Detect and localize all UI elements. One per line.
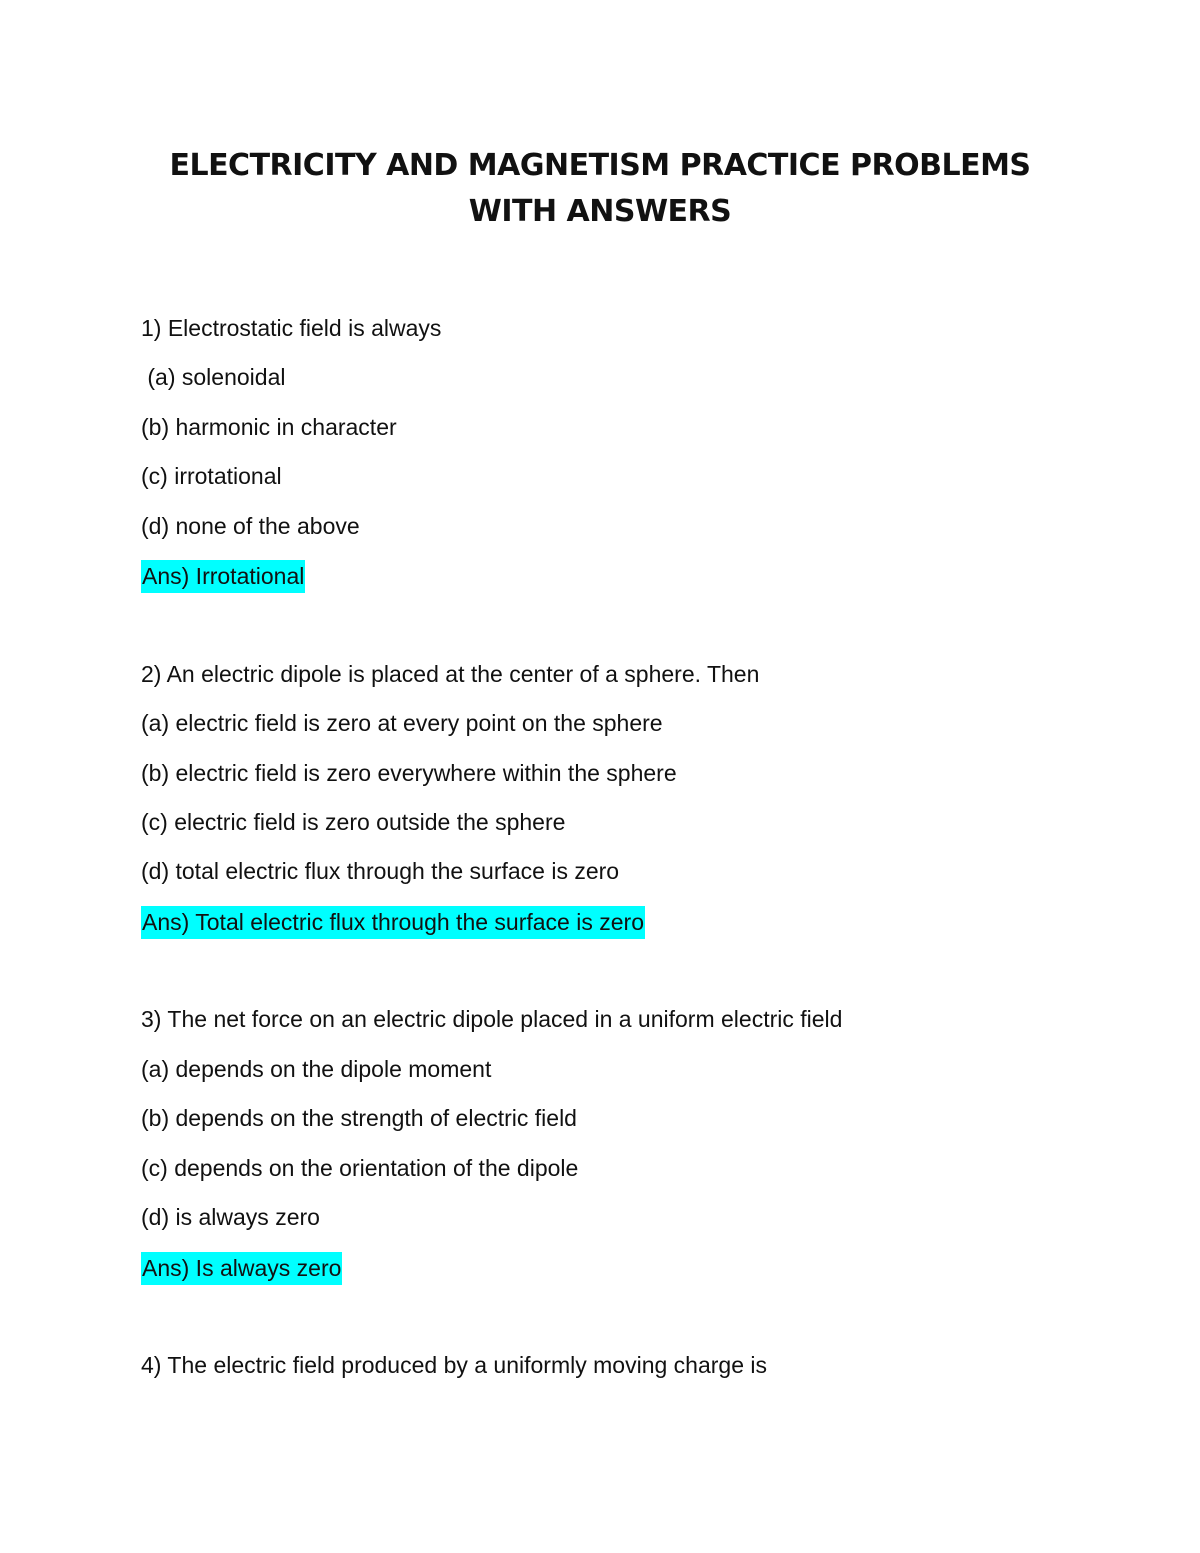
question-text: 1) Electrostatic field is always	[141, 315, 442, 341]
question-text: 3) The net force on an electric dipole placed in a uniform electric field	[141, 1006, 843, 1033]
option-d: (d) total electric flux through the surface is zero	[141, 858, 620, 885]
document-title	[0, 143, 1200, 235]
option-b: (b) electric field is zero everywhere within the sphere	[141, 759, 677, 786]
question-text: 2) An electric dipole is placed at the center of a sphere. Then	[141, 660, 760, 687]
answer-highlight: Ans) Is always zero	[141, 1252, 342, 1285]
question-block	[141, 304, 1101, 600]
option-c: (c) irrotational	[141, 463, 282, 490]
option-a: (a) solenoidal	[141, 364, 286, 391]
option-b: (b) depends on the strength of electric field	[141, 1105, 577, 1132]
answer-highlight: Ans) Irrotational	[141, 560, 305, 593]
question-block	[141, 1341, 1101, 1390]
questions-list	[141, 304, 1101, 1391]
option-d: (d) none of the above	[141, 512, 360, 539]
title-line-2: WITH ANSWERS	[468, 194, 732, 229]
option-a: (a) depends on the dipole moment	[141, 1055, 492, 1082]
answer-highlight: Ans) Total electric flux through the surface is zero	[141, 906, 645, 939]
option-d: (d) is always zero	[141, 1204, 320, 1231]
option-b: (b) harmonic in character	[141, 413, 397, 440]
option-c: (c) depends on the orientation of the dipole	[141, 1154, 579, 1181]
option-c: (c) electric field is zero outside the sphere	[141, 808, 566, 835]
question-block	[141, 995, 1101, 1291]
question-block	[141, 650, 1101, 946]
question-text: 4) The electric field produced by a uniformly moving charge is	[141, 1352, 767, 1379]
title-line-1: ELECTRICITY AND MAGNETISM PRACTICE PROBLEMS	[169, 148, 1031, 183]
option-a: (a) electric field is zero at every point on the sphere	[141, 710, 663, 737]
